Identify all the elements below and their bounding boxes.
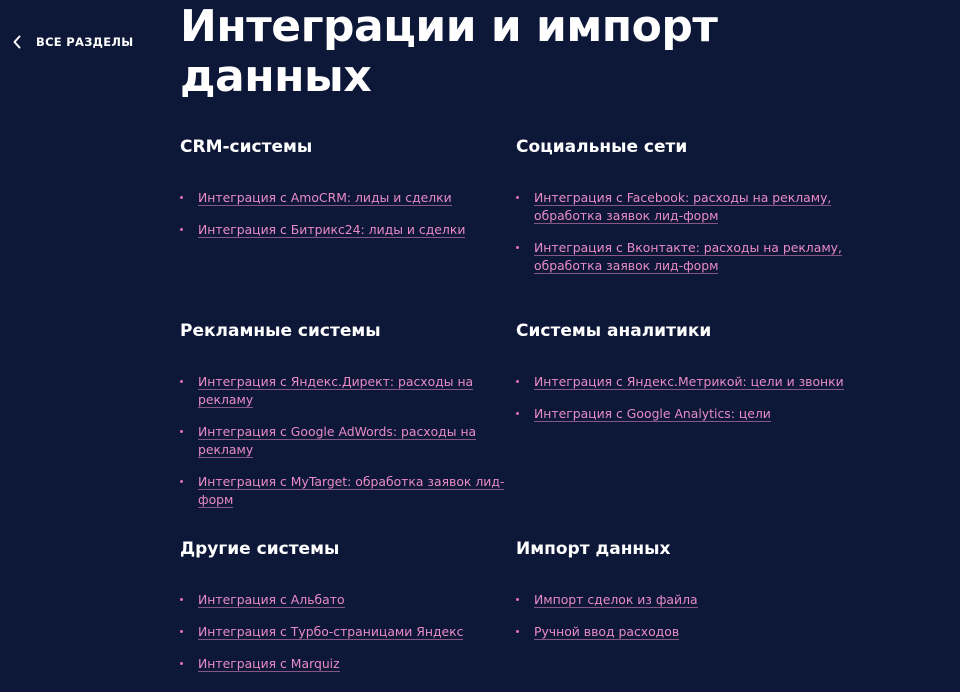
link-bitrix24[interactable]: Интеграция с Битрикс24: лиды и сделки (198, 222, 466, 237)
list-item (516, 239, 846, 275)
link-albato[interactable]: Интеграция с Альбато (198, 592, 345, 607)
bullet-icon (516, 412, 519, 415)
link-google-adwords[interactable]: Интеграция с Google AdWords: расходы на рекламу (198, 424, 477, 457)
bullet-icon (516, 380, 519, 383)
link-yandex-direct[interactable]: Интеграция с Яндекс.Директ: расходы на рекламу (198, 374, 474, 407)
bullet-icon (180, 430, 183, 433)
link-mytarget[interactable]: Интеграция с MyTarget: обработка заявок лид-форм (198, 474, 505, 507)
section-analytics-systems (516, 321, 846, 437)
back-link-label: ВСЕ РАЗДЕЛЫ (36, 35, 134, 49)
link-manual-expenses[interactable]: Ручной ввод расходов (534, 624, 680, 639)
list-item (516, 373, 846, 391)
bullet-icon (180, 228, 183, 231)
bullet-icon (180, 380, 183, 383)
back-to-all-sections-link[interactable] (12, 34, 133, 50)
list-item (180, 473, 510, 509)
bullet-icon (516, 196, 519, 199)
section-title-analytics: Системы аналитики (516, 321, 712, 341)
section-ad-systems (180, 321, 510, 523)
link-vkontakte[interactable]: Интеграция с Вконтакте: расходы на рекламу, обработка заявок лид-форм (534, 240, 842, 273)
link-amocrm[interactable]: Интеграция с AmoCRM: лиды и сделки (198, 190, 452, 205)
section-title-crm: CRM-системы (180, 137, 313, 157)
link-list-ads (180, 373, 510, 509)
list-item (180, 655, 510, 673)
link-list-other (180, 591, 510, 673)
page-title: Интеграции и импорт данных (180, 1, 718, 102)
link-marquiz[interactable]: Интеграция с Marquiz (198, 656, 340, 671)
list-item (180, 373, 510, 409)
bullet-icon (180, 196, 183, 199)
link-list-analytics (516, 373, 846, 423)
list-item (516, 405, 846, 423)
section-title-other: Другие системы (180, 539, 340, 559)
section-title-import: Импорт данных (516, 539, 671, 559)
section-title-social: Социальные сети (516, 137, 688, 157)
list-item (516, 591, 846, 609)
bullet-icon (516, 598, 519, 601)
link-yandex-metrika[interactable]: Интеграция с Яндекс.Метрикой: цели и звонки (534, 374, 844, 389)
link-list-crm (180, 189, 510, 239)
link-facebook[interactable]: Интеграция с Facebook: расходы на рекламу, обработка заявок лид-форм (534, 190, 832, 223)
bullet-icon (180, 630, 183, 633)
bullet-icon (180, 480, 183, 483)
list-item (180, 423, 510, 459)
list-item (180, 221, 510, 239)
list-item (516, 189, 846, 225)
list-item (180, 591, 510, 609)
section-crm-systems (180, 137, 510, 253)
section-social-networks (516, 137, 846, 289)
bullet-icon (180, 598, 183, 601)
link-yandex-turbo[interactable]: Интеграция с Турбо-страницами Яндекс (198, 624, 464, 639)
link-list-social (516, 189, 846, 275)
section-title-ads: Рекламные системы (180, 321, 381, 341)
chevron-left-icon (12, 34, 24, 50)
bullet-icon (180, 662, 183, 665)
link-google-analytics[interactable]: Интеграция с Google Analytics: цели (534, 406, 771, 421)
list-item (180, 623, 510, 641)
section-other-systems (180, 539, 510, 687)
link-list-import (516, 591, 846, 641)
bullet-icon (516, 246, 519, 249)
bullet-icon (516, 630, 519, 633)
section-data-import (516, 539, 846, 655)
list-item (180, 189, 510, 207)
link-import-deals-file[interactable]: Импорт сделок из файла (534, 592, 698, 607)
list-item (516, 623, 846, 641)
